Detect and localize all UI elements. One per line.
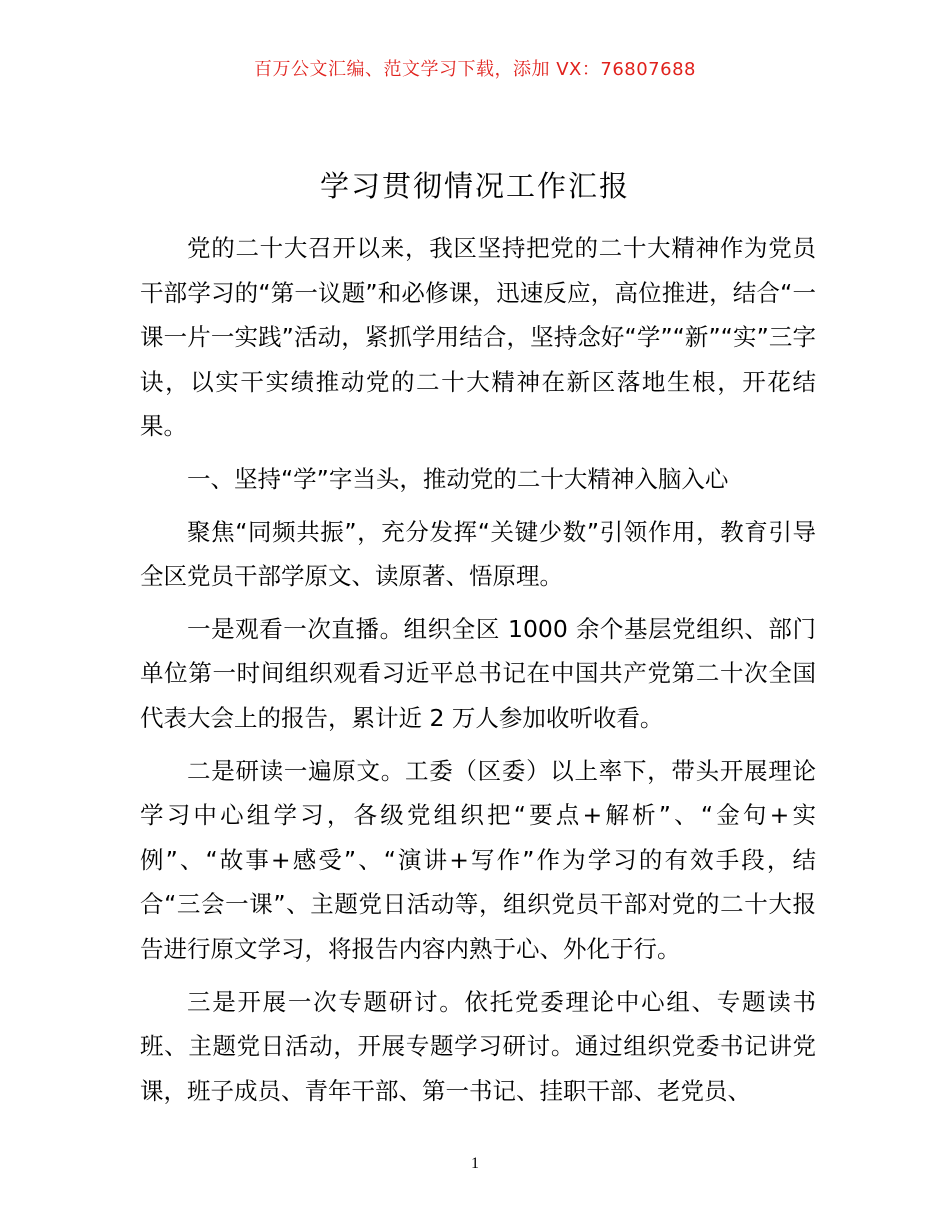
header-banner: 百万公文汇编、范文学习下载，添加 VX：76807688: [254, 59, 696, 80]
document-title: 学习贯彻情况工作汇报: [319, 169, 630, 203]
paragraph-item-2: 二是研读一遍原文。工委（区委）以上率下，带头开展理论学习中心组学习，各级党组织把“要点+解析”、“金句+实例”、“故事+感受”、“演讲+写作”作为学习的有效手段，结合“三会一课”、主题党日活动等，组织党员干部对党的二十大报告进行原文学习，将报告内容内熟于心、外化于行。: [140, 756, 816, 963]
section-heading-1: 一、坚持“学”字当头，推动党的二十大精神入脑入心: [187, 464, 729, 493]
page-number: 1: [471, 1155, 479, 1172]
paragraph-item-3: 三是开展一次专题研讨。依托党委理论中心组、专题读书班、主题党日活动，开展专题学习研讨。通过组织党委书记讲党课，班子成员、青年干部、第一书记、挂职干部、老党员、: [140, 987, 816, 1105]
paragraph-intro: 党的二十大召开以来，我区坚持把党的二十大精神作为党员干部学习的“第一议题”和必修课，迅速反应，高位推进，结合“一课一片一实践”活动，紧抓学用结合，坚持念好“学”“新”“实”三字诀，以实干实绩推动党的二十大精神在新区落地生根，开花结果。: [140, 234, 816, 441]
document-body: [140, 226, 816, 1121]
paragraph-item-1: 一是观看一次直播。组织全区 1000 余个基层党组织、部门单位第一时间组织观看习近平总书记在中国共产党第二十次全国代表大会上的报告，累计近 2 万人参加收听收看。: [140, 614, 816, 732]
paragraph-focus: 聚焦“同频共振”，充分发挥“关键少数”引领作用，教育引导全区党员干部学原文、读原著、悟原理。: [140, 517, 816, 591]
